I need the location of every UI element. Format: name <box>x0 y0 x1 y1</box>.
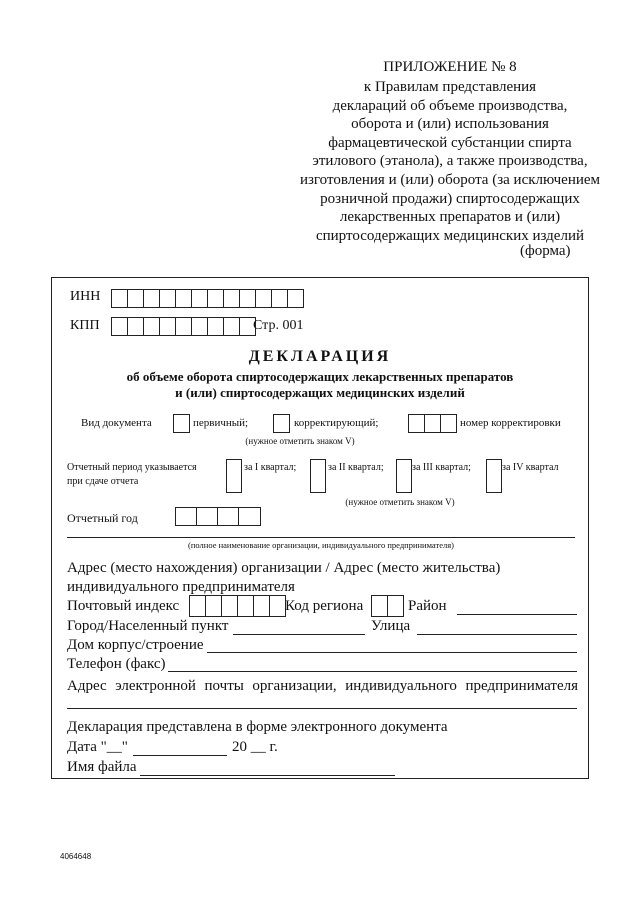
correction-number-label: номер корректировки <box>460 417 561 429</box>
kpp-label: КПП <box>70 318 100 333</box>
postal-code-field[interactable] <box>189 595 286 617</box>
q1-label: за I квартал; <box>244 462 297 473</box>
phone-label: Телефон (факс) <box>67 656 166 672</box>
year-label: Отчетный год <box>67 511 138 525</box>
page-number: Стр. 001 <box>253 318 304 333</box>
filename-label: Имя файла <box>67 759 137 775</box>
org-name-hint: (полное наименование организации, индивидуального предпринимателя) <box>188 540 454 550</box>
q2-label: за II квартал; <box>328 462 384 473</box>
date-year: 20 __ г. <box>232 739 278 755</box>
q4-checkbox[interactable] <box>486 459 502 493</box>
period-label: при сдаче отчета <box>67 476 139 487</box>
inn-field[interactable] <box>111 289 304 308</box>
org-name-line[interactable] <box>67 537 575 538</box>
document-code: 4064648 <box>60 852 92 861</box>
email-label: Адрес электронной почты организации, индивидуального предпринимателя <box>67 678 578 694</box>
district-line[interactable] <box>457 614 577 615</box>
house-label: Дом корпус/строение <box>67 637 204 653</box>
mark-hint: (нужное отметить знаком V) <box>245 436 355 446</box>
period-label: Отчетный период указывается <box>67 462 197 473</box>
year-field[interactable] <box>175 507 261 526</box>
header-line: изготовления и (или) оборота (за исключением <box>299 172 601 188</box>
corrective-label: корректирующий; <box>294 417 379 429</box>
header-line: розничной продажи) спиртосодержащих <box>320 190 580 207</box>
header-line: лекарственных препаратов и (или) <box>339 209 561 226</box>
phone-line[interactable] <box>168 671 577 672</box>
doc-type-label: Вид документа <box>81 417 152 429</box>
inn-label: ИНН <box>70 289 101 304</box>
email-line[interactable] <box>67 708 577 709</box>
declaration-title: ДЕКЛАРАЦИЯ <box>248 348 392 365</box>
appendix-title: ПРИЛОЖЕНИЕ № 8 <box>383 59 517 75</box>
date-month-line[interactable] <box>133 755 227 756</box>
address-label: Адрес (место нахождения) организации / Адрес (место жительства) <box>67 560 501 576</box>
header-line: спиртосодержащих медицинских изделий <box>315 227 585 244</box>
primary-label: первичный; <box>193 417 249 429</box>
street-label: Улица <box>371 618 411 634</box>
form-label: (форма) <box>520 243 571 259</box>
header-line: оборота и (или) использования <box>351 116 549 133</box>
address-label: индивидуального предпринимателя <box>67 579 295 595</box>
district-label: Район <box>408 598 447 614</box>
header-line: деклараций об объеме производства, <box>332 97 568 114</box>
corrective-checkbox[interactable] <box>273 414 290 433</box>
header-line: фармацевтической субстанции спирта <box>328 134 572 151</box>
street-line[interactable] <box>417 634 577 635</box>
q2-checkbox[interactable] <box>310 459 326 493</box>
city-line[interactable] <box>233 634 365 635</box>
header-line: этилового (этанола), а также производства, <box>312 153 588 170</box>
q3-checkbox[interactable] <box>396 459 412 493</box>
house-line[interactable] <box>207 652 577 653</box>
city-label: Город/Населенный пункт <box>67 618 229 634</box>
date-label: Дата "__" <box>67 739 128 755</box>
q3-label: за III квартал; <box>412 462 471 473</box>
filename-line[interactable] <box>140 775 395 776</box>
region-label: Код региона <box>285 598 364 614</box>
correction-number-field[interactable] <box>408 414 457 433</box>
primary-checkbox[interactable] <box>173 414 190 433</box>
postal-label: Почтовый индекс <box>67 598 180 614</box>
declaration-subtitle: об объеме оборота спиртосодержащих лекарственных препаратов <box>126 369 514 384</box>
region-code-field[interactable] <box>371 595 404 617</box>
q1-checkbox[interactable] <box>226 459 242 493</box>
declaration-subtitle: и (или) спиртосодержащих медицинских изделий <box>175 385 465 400</box>
header-line: к Правилам представления <box>363 79 537 95</box>
mark-hint: (нужное отметить знаком V) <box>345 497 455 507</box>
electronic-doc-label: Декларация представлена в форме электронного документа <box>67 719 448 735</box>
q4-label: за IV квартал <box>502 462 559 473</box>
kpp-field[interactable] <box>111 317 256 336</box>
